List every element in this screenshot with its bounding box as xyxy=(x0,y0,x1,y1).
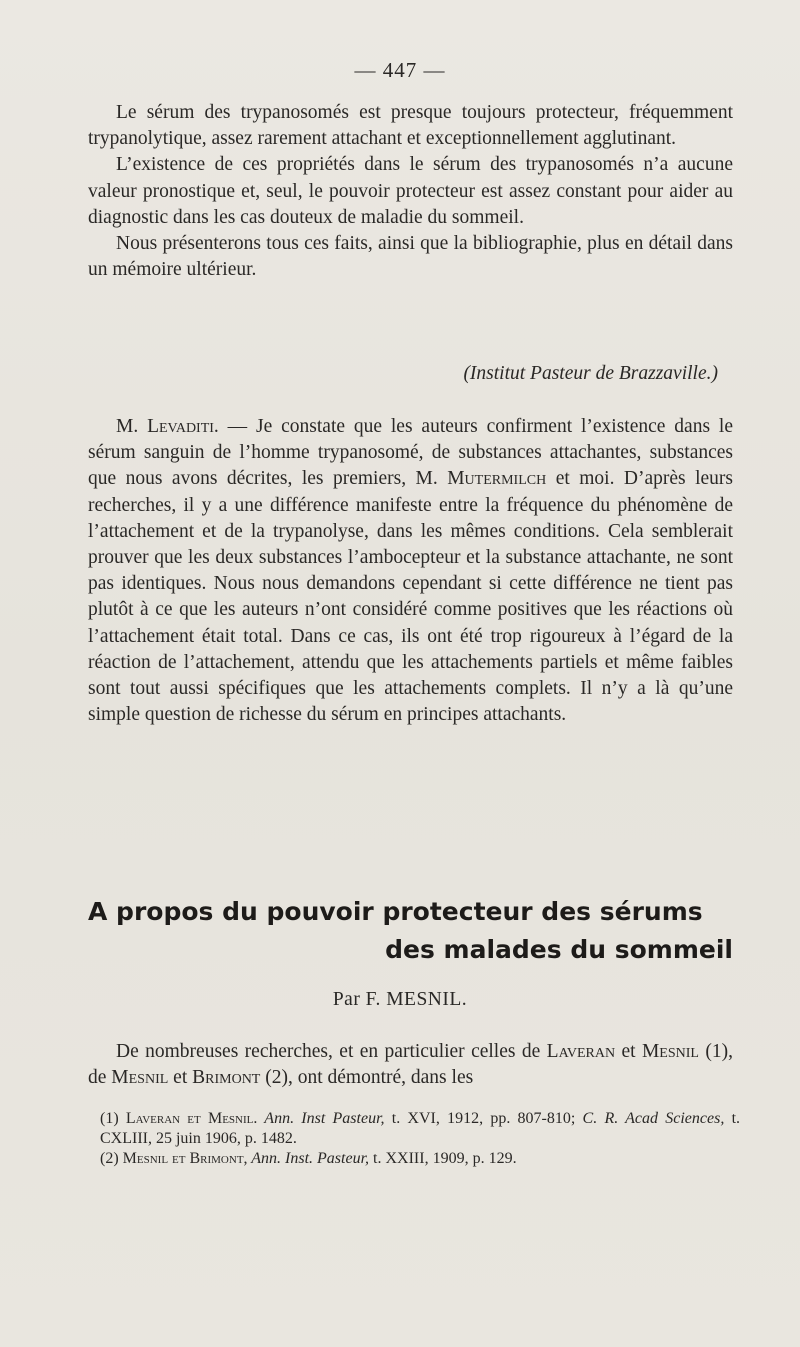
paragraph: L’existence de ces propriétés dans le sérum des trypanosomés n’a aucune valeur pronostique et, seul, le pouvoir protecteur est assez constant pour aider au diagnostic dans les cas douteux de maladie du sommeil. xyxy=(88,154,733,228)
paragraph: Nous présenterons tous ces faits, ainsi que la bibliographie, plus en détail dans un mémoire ultérieur. xyxy=(88,233,733,281)
footnote-authors: Mesnil et Brimont, xyxy=(122,1150,248,1167)
intro-text xyxy=(88,1039,733,1091)
discussion-text-part: et moi. D’après leurs recherches, il y a une différence manifeste entre la fréquence du phénomène de l’attachement et de la trypanolyse, dans les mêmes conditions. Cela semblerait prouver que les deux substances l’ambocepteur et la substance attachante, ne sont pas identiques. Nous nous demandons cependant si cette différence ne tient pas plutôt à ce que les auteurs n’ont considéré comme positives que les réactions où l’attachement était total. Dans ce cas, ils ont été trop rigoureux à l’égard de la réaction de l’attachement, attendu que les attachements partiels et même faibles sont tout aussi spécifiques que les attachements complets. Il n’y a là qu’une simple question de richesse du sérum en principes attachants. xyxy=(88,468,733,726)
author-reference: Laveran xyxy=(546,1041,616,1062)
footnote-details: t. CXLIII, 25 juin 1906, p. 1482. xyxy=(100,1110,741,1147)
page-number: — 447 — xyxy=(354,58,446,82)
footnote-marker: (1) xyxy=(100,1110,126,1127)
colleague-name: Mutermilch xyxy=(447,468,547,490)
footnote-journal: C. R. Acad Sciences, xyxy=(582,1110,725,1127)
intro-text-part: et xyxy=(615,1041,642,1062)
footnote-journal: Ann. Inst. Pasteur, xyxy=(247,1150,370,1167)
article-title-line-2: des malades du sommeil xyxy=(385,935,733,964)
footnote-authors: Laveran et Mesnil. xyxy=(125,1110,258,1127)
footnote xyxy=(100,1149,740,1169)
author-reference: Mesnil xyxy=(111,1067,169,1089)
article-author: Par F. MESNIL. xyxy=(332,989,468,1010)
footnote-details: t. XVI, 1912, pp. 807-810; xyxy=(384,1110,583,1127)
intro-text-part: (1), de xyxy=(88,1041,733,1089)
author-reference: Brimont xyxy=(192,1067,261,1089)
article-title-line-1: A propos du pouvoir protecteur des sérums xyxy=(88,897,703,926)
intro-text-part: (2), ont démontré, dans les xyxy=(260,1067,474,1089)
intro-text-part: De nombreuses recherches, et en particulier celles de xyxy=(116,1041,547,1062)
footnote-journal: Ann. Inst Pasteur, xyxy=(257,1110,385,1127)
footnote-marker: (2) xyxy=(100,1150,123,1167)
footnote-details: t. XXIII, 1909, p. 129. xyxy=(369,1150,517,1167)
paragraph: Le sérum des trypanosomés est presque toujours protecteur, fréquemment trypanolytique, assez rarement attachant et exceptionnellement agglutinant. xyxy=(88,102,733,150)
institution-signature: (Institut Pasteur de Brazzaville.) xyxy=(463,363,718,384)
discussion-paragraph xyxy=(88,414,733,728)
opening-paragraphs xyxy=(88,100,733,283)
intro-text-part: et xyxy=(168,1067,193,1089)
speaker-name: M. Levaditi. xyxy=(116,416,219,437)
discussion-text-part: — Je constate que les auteurs confirment l’existence dans le sérum sanguin de l’homme trypanosomé, de substances attachantes, substances que nous avons décrites, les premiers, M. xyxy=(88,416,733,490)
footnote xyxy=(100,1109,740,1149)
footnotes xyxy=(100,1109,740,1169)
author-reference: Mesnil xyxy=(641,1041,699,1062)
article-intro xyxy=(88,1039,733,1091)
discussion-text xyxy=(88,414,733,728)
